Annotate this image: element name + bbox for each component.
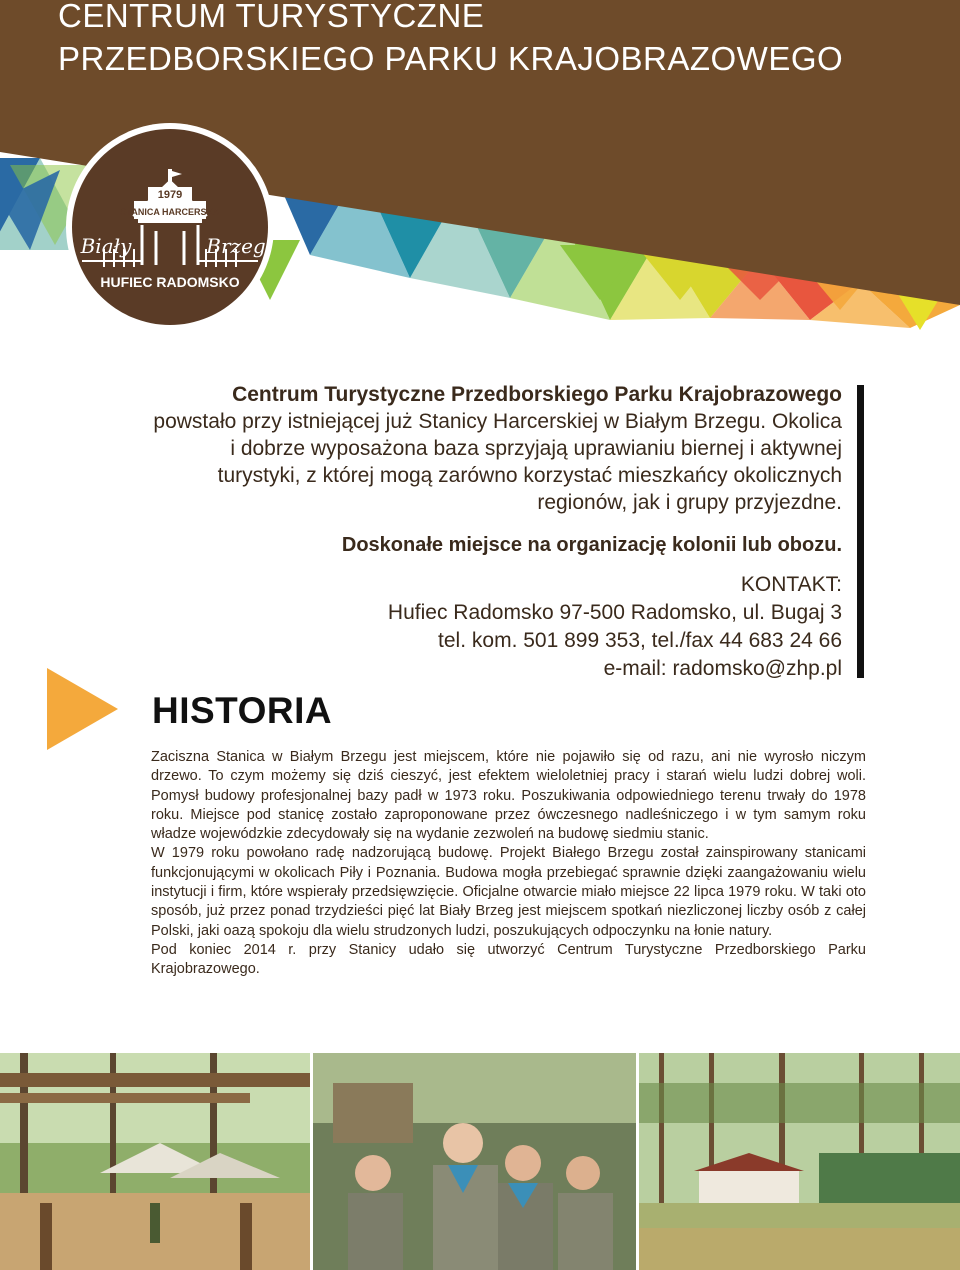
logo-name: STANICA HARCERSKA (120, 207, 220, 217)
contact-heading: KONTAKT: (740, 573, 842, 596)
history-paragraph: Pod koniec 2014 r. przy Stanicy udało się utworzyć Centrum Turystyczne Przedborskiego Parku Krajobrazowego. (151, 941, 866, 978)
logo-year: 1979 (157, 189, 183, 201)
intro-body: powstało przy istniejącej już Stanicy Harcerskiej w Białym Brzegu. Okolica i dobrze wyposażona baza sprzyjają uprawianiu biernej i aktywnej turystyki, z której mogą zarówno korzystać mieszkańcy okolicznych regionów, jak i grupy przyjezdne. (153, 410, 842, 514)
stanica-logo (64, 121, 276, 333)
history-paragraph: W 1979 roku powołano radę nadzorującą budowę. Projekt Białego Brzegu został zainspirowany stanicami funkcjonującymi w okolicach Piły i Poznania. Budowa mogła przebiegać sprawnie dzięki zaangażowaniu wielu instytucji i firm, które wspierały przedsięwzięcie. Oficjalne otwarcie miało miejsce 22 lipca 1979 roku. W taki oto sposób, już przez ponad trzydzieści pięć lat Biały Brzeg jest miejscem spotkań niezliczonej liczby osób z całej Polski, jaki oazą spokoju dla wielu strudzonych ludzi, poszukujących odpoczynku na łonie natury. (151, 845, 866, 939)
contact-email[interactable]: e-mail: radomsko@zhp.pl (603, 657, 842, 680)
history-paragraph: Zaciszna Stanica w Białym Brzegu jest miejscem, które nie pojawiło się od razu, ani nie wyrosło niczym drzewo. To czym możemy się dziś cieszyć, jest efektem wieloletniej pracy i starań wielu ludzi dobrej woli. Pomysł budowy profesjonalnej bazy padł w 1973 roku. Poszukiwania odpowiedniego terenu trwały do 1978 roku. Miejsce pod stanicę zostało zaproponowane przez ówczesnego nadleśniczego i w tym samym roku władze wojewódzkie zdecydowały się na wydanie zezwoleń na budowę siedmiu stanic. (151, 749, 866, 843)
photo-strip (0, 1053, 960, 1270)
intro-title: Centrum Turystyczne Przedborskiego Parku Krajobrazowego (232, 383, 842, 406)
logo-unit: HUFIEC RADOMSKO (100, 274, 240, 290)
history-text (151, 748, 866, 980)
logo-script-left: Biały (80, 234, 132, 258)
intro-block (150, 382, 842, 516)
photo-camp-gate (0, 1053, 310, 1270)
accent-bar (857, 385, 864, 678)
history-heading: HISTORIA (152, 690, 333, 731)
contact-block (388, 571, 842, 683)
page-title-line2: PRZEDBORSKIEGO PARKU KRAJOBRAZOWEGO (58, 40, 844, 77)
intro-highlight: Doskonałe miejsce na organizację kolonii lub obozu. (341, 534, 842, 556)
page-title-line1: CENTRUM TURYSTYCZNE (58, 0, 485, 34)
photo-camp-buildings (639, 1053, 960, 1270)
logo-graphic (64, 121, 276, 333)
photo-scouts-group (313, 1053, 636, 1270)
logo-script-right: Brzeg (206, 234, 266, 258)
contact-address: Hufiec Radomsko 97-500 Radomsko, ul. Bugaj 3 (387, 601, 842, 624)
contact-phone: tel. kom. 501 899 353, tel./fax 44 683 24 66 (438, 629, 842, 652)
page-title (58, 0, 843, 80)
section-arrow-icon (47, 668, 118, 750)
